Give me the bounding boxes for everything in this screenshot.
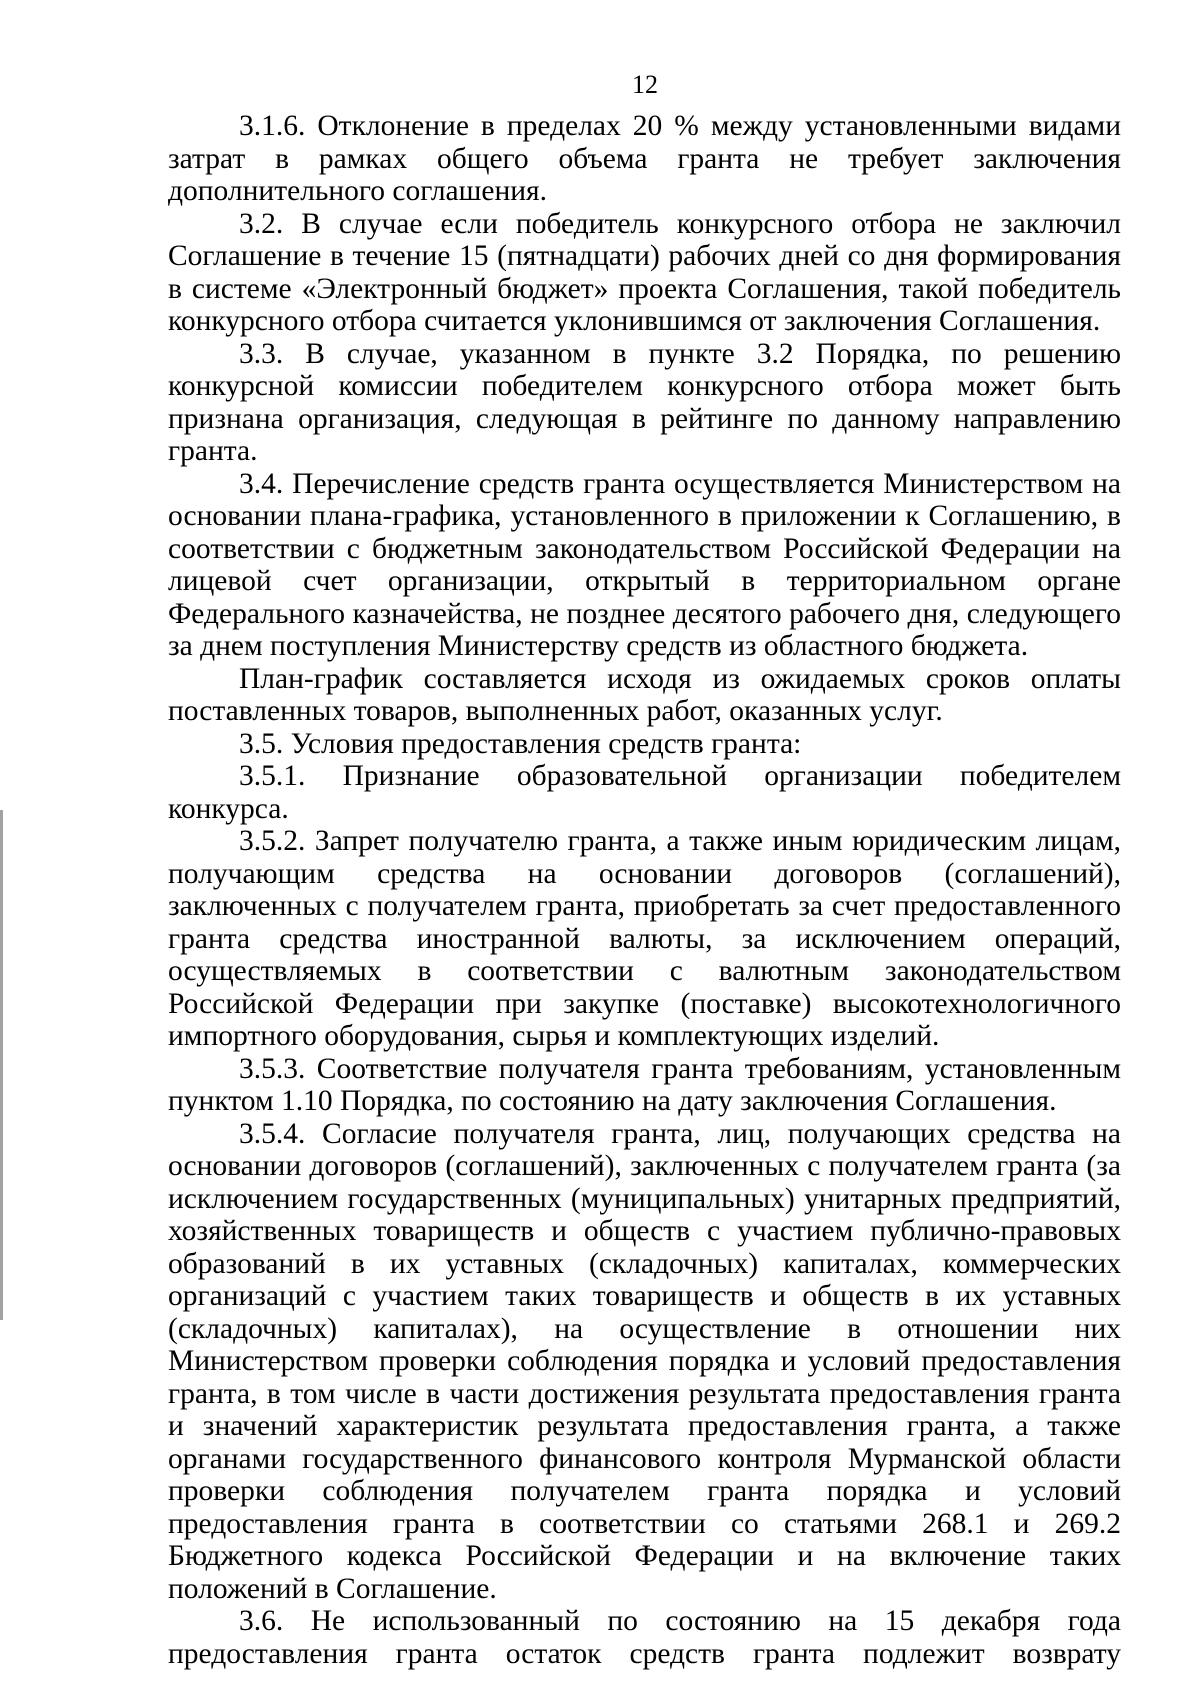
document-body bbox=[168, 110, 1121, 1670]
paragraph-3-5-2: 3.5.2. Запрет получателю гранта, а также иным юридическим лицам, получающим средства на основании договоров (соглашений), заключенных с получателем гранта, приобретать за счет предоставленного гранта средства иностранной валюты, за исключением операций, осуществляемых в соответствии с валютным законодательством Российской Федерации при закупке (поставке) высокотехнологичного импортного оборудования, сырья и комплектующих изделий. bbox=[168, 825, 1121, 1052]
paragraph-3-2: 3.2. В случае если победитель конкурсного отбора не заключил Соглашение в течение 15 (пятнадцати) рабочих дней со дня формирования в системе «Электронный бюджет» проекта Соглашения, такой победитель конкурсного отбора считается уклонившимся от заключения Соглашения. bbox=[168, 207, 1121, 337]
paragraph-3-3: 3.3. В случае, указанном в пункте 3.2 Порядка, по решению конкурсной комиссии победителем конкурсного отбора может быть признана организация, следующая в рейтинге по данному направлению гранта. bbox=[168, 337, 1121, 467]
paragraph-3-6: 3.6. Не использованный по состоянию на 15 декабря года предоставления гранта остаток средств гранта подлежит возврату bbox=[168, 1605, 1121, 1670]
scan-margin-artifact bbox=[0, 810, 3, 1320]
paragraph-3-5-3: 3.5.3. Соответствие получателя гранта требованиям, установленным пунктом 1.10 Порядка, по состоянию на дату заключения Соглашения. bbox=[168, 1052, 1121, 1117]
paragraph-3-1-6: 3.1.6. Отклонение в пределах 20 % между установленными видами затрат в рамках общего объема гранта не требует заключения дополнительного соглашения. bbox=[168, 110, 1121, 207]
paragraph-plan-grafik: План-график составляется исходя из ожидаемых сроков оплаты поставленных товаров, выполненных работ, оказанных услуг. bbox=[168, 662, 1121, 727]
paragraph-3-5: 3.5. Условия предоставления средств гранта: bbox=[239, 727, 802, 760]
paragraph-3-5-4: 3.5.4. Согласие получателя гранта, лиц, получающих средства на основании договоров (соглашений), заключенных с получателем гранта (за исключением государственных (муниципальных) унитарных предприятий, хозяйственных товариществ и обществ с участием публично-правовых образований в их уставных (складочных) капиталах, коммерческих организаций с участием таких товариществ и обществ в их уставных (складочных) капиталах), на осуществление в отношении них Министерством проверки соблюдения порядка и условий предоставления гранта, в том числе в части достижения результата предоставления гранта и значений характеристик результата предоставления гранта, а также органами государственного финансового контроля Мурманской области проверки соблюдения получателем гранта порядка и условий предоставления гранта в соответствии со статьями 268.1 и 269.2 Бюджетного кодекса Российской Федерации и на включение таких положений в Соглашение. bbox=[168, 1117, 1121, 1605]
paragraph-3-4: 3.4. Перечисление средств гранта осуществляется Министерством на основании плана-графика, установленного в приложении к Соглашению, в соответствии с бюджетным законодательством Российской Федерации на лицевой счет организации, открытый в территориальном органе Федерального казначейства, не позднее десятого рабочего дня, следующего за днем поступления Министерству средств из областного бюджета. bbox=[168, 467, 1121, 662]
paragraph-3-5-1: 3.5.1. Признание образовательной организации победителем конкурса. bbox=[168, 760, 1121, 825]
page-number: 12 bbox=[632, 70, 658, 99]
